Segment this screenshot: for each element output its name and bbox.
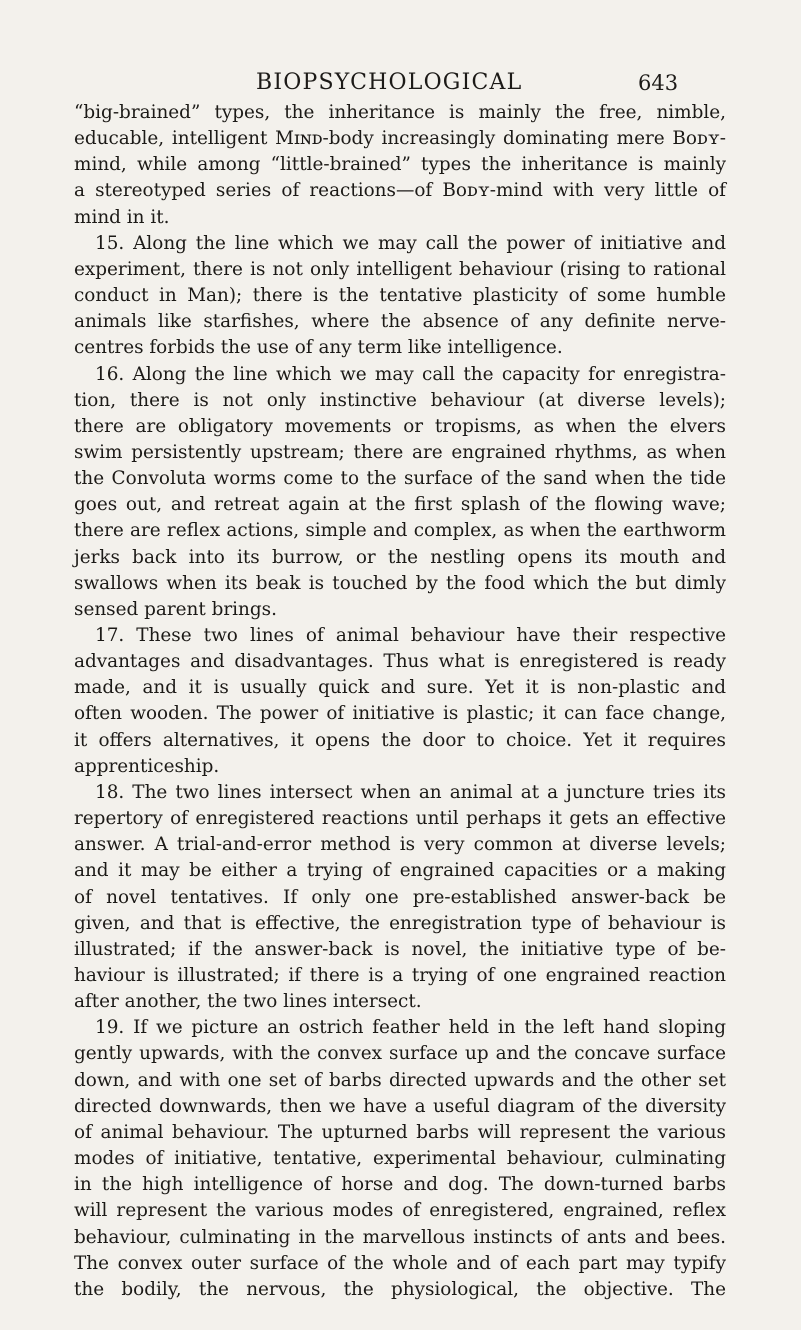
text-line: made, and it is usually quick and sure. Yet it is non-plastic and <box>74 677 726 699</box>
text-line: of novel tentatives. If only one pre-established answer-back be <box>74 886 726 908</box>
text-line: after another, the two lines intersect. <box>74 991 422 1013</box>
text-line: animals like starfishes, where the absence of any definite nerve- <box>74 311 726 333</box>
text-line: swallows when its beak is touched by the food which the but dimly <box>74 572 726 594</box>
text-line: often wooden. The power of initiative is plastic; it can face change, <box>74 703 726 725</box>
text-line: jerks back into its burrow, or the nestling opens its mouth and <box>74 546 726 568</box>
text-line: centres forbids the use of any term like intelligence. <box>74 337 563 359</box>
text-line: of animal behaviour. The upturned barbs will represent the various <box>74 1121 726 1143</box>
text-line: given, and that is effective, the enregistration type of behaviour is <box>74 912 726 934</box>
text-line: mind in it. <box>74 206 170 228</box>
text-line: a stereotyped series of reactions—of Bᴏᴅʏ-mind with very little of <box>74 180 726 202</box>
text-line: The convex outer surface of the whole and of each part may typify <box>74 1252 726 1274</box>
page-number: 643 <box>638 71 679 95</box>
text-line: 15. Along the line which we may call the power of initiative and <box>95 232 726 254</box>
text-line: the Convoluta worms come to the surface of the sand when the tide <box>74 468 726 490</box>
text-line: illustrated; if the answer-back is novel, the initiative type of be- <box>74 938 726 960</box>
text-line: apprenticeship. <box>74 755 220 777</box>
text-line: answer. A trial-and-error method is very common at diverse levels; <box>74 834 726 856</box>
text-line: behaviour, culminating in the marvellous instincts of ants and bees. <box>74 1226 726 1248</box>
text-line: repertory of enregistered reactions until perhaps it gets an effective <box>74 808 726 829</box>
text-line: educable, intelligent Mɪɴᴅ-body increasingly dominating mere Bᴏᴅʏ- <box>74 128 726 150</box>
text-line: goes out, and retreat again at the first splash of the flowing wave; <box>74 494 726 516</box>
text-line: the bodily, the nervous, the physiological, the objective. The <box>74 1278 726 1300</box>
text-line: 16. Along the line which we may call the capacity for enregistra- <box>95 363 726 385</box>
text-line: sensed parent brings. <box>74 598 277 620</box>
text-line: 18. The two lines intersect when an animal at a juncture tries its <box>95 781 726 803</box>
text-line: 17. These two lines of animal behaviour have their respective <box>95 625 726 646</box>
running-head-title: BIOPSYCHOLOGICAL <box>256 70 523 95</box>
text-line: modes of initiative, tentative, experimental behaviour, culminating <box>74 1148 726 1169</box>
text-line: advantages and disadvantages. Thus what is enregistered is ready <box>74 651 726 673</box>
text-line: gently upwards, with the convex surface up and the concave surface <box>74 1043 726 1065</box>
text-line: “big-brained” types, the inheritance is mainly the free, nimble, <box>74 102 726 123</box>
text-line: mind, while among “little-brained” types the inheritance is mainly <box>74 154 726 176</box>
text-line: experiment, there is not only intelligent behaviour (rising to rational <box>74 258 726 280</box>
text-line: it offers alternatives, it opens the door to choice. Yet it requires <box>74 729 726 751</box>
text-line: haviour is illustrated; if there is a trying of one engrained reaction <box>74 964 726 986</box>
text-line: in the high intelligence of horse and dog. The down-turned barbs <box>74 1174 726 1196</box>
text-line: there are reflex actions, simple and complex, as when the earthworm <box>74 520 726 542</box>
text-line: 19. If we picture an ostrich feather held in the left hand sloping <box>95 1017 726 1039</box>
text-line: tion, there is not only instinctive behaviour (at diverse levels); <box>74 389 726 411</box>
running-head <box>0 70 801 100</box>
text-line: conduct in Man); there is the tentative plasticity of some humble <box>74 285 726 306</box>
text-line: swim persistently upstream; there are engrained rhythms, as when <box>74 441 726 463</box>
text-line: directed downwards, then we have a useful diagram of the diversity <box>74 1095 726 1117</box>
text-line: will represent the various modes of enregistered, engrained, reflex <box>74 1200 726 1222</box>
text-line: and it may be either a trying of engrained capacities or a making <box>74 860 726 882</box>
text-line: there are obligatory movements or tropisms, as when the elvers <box>74 415 726 437</box>
text-line: down, and with one set of barbs directed upwards and the other set <box>74 1069 726 1091</box>
